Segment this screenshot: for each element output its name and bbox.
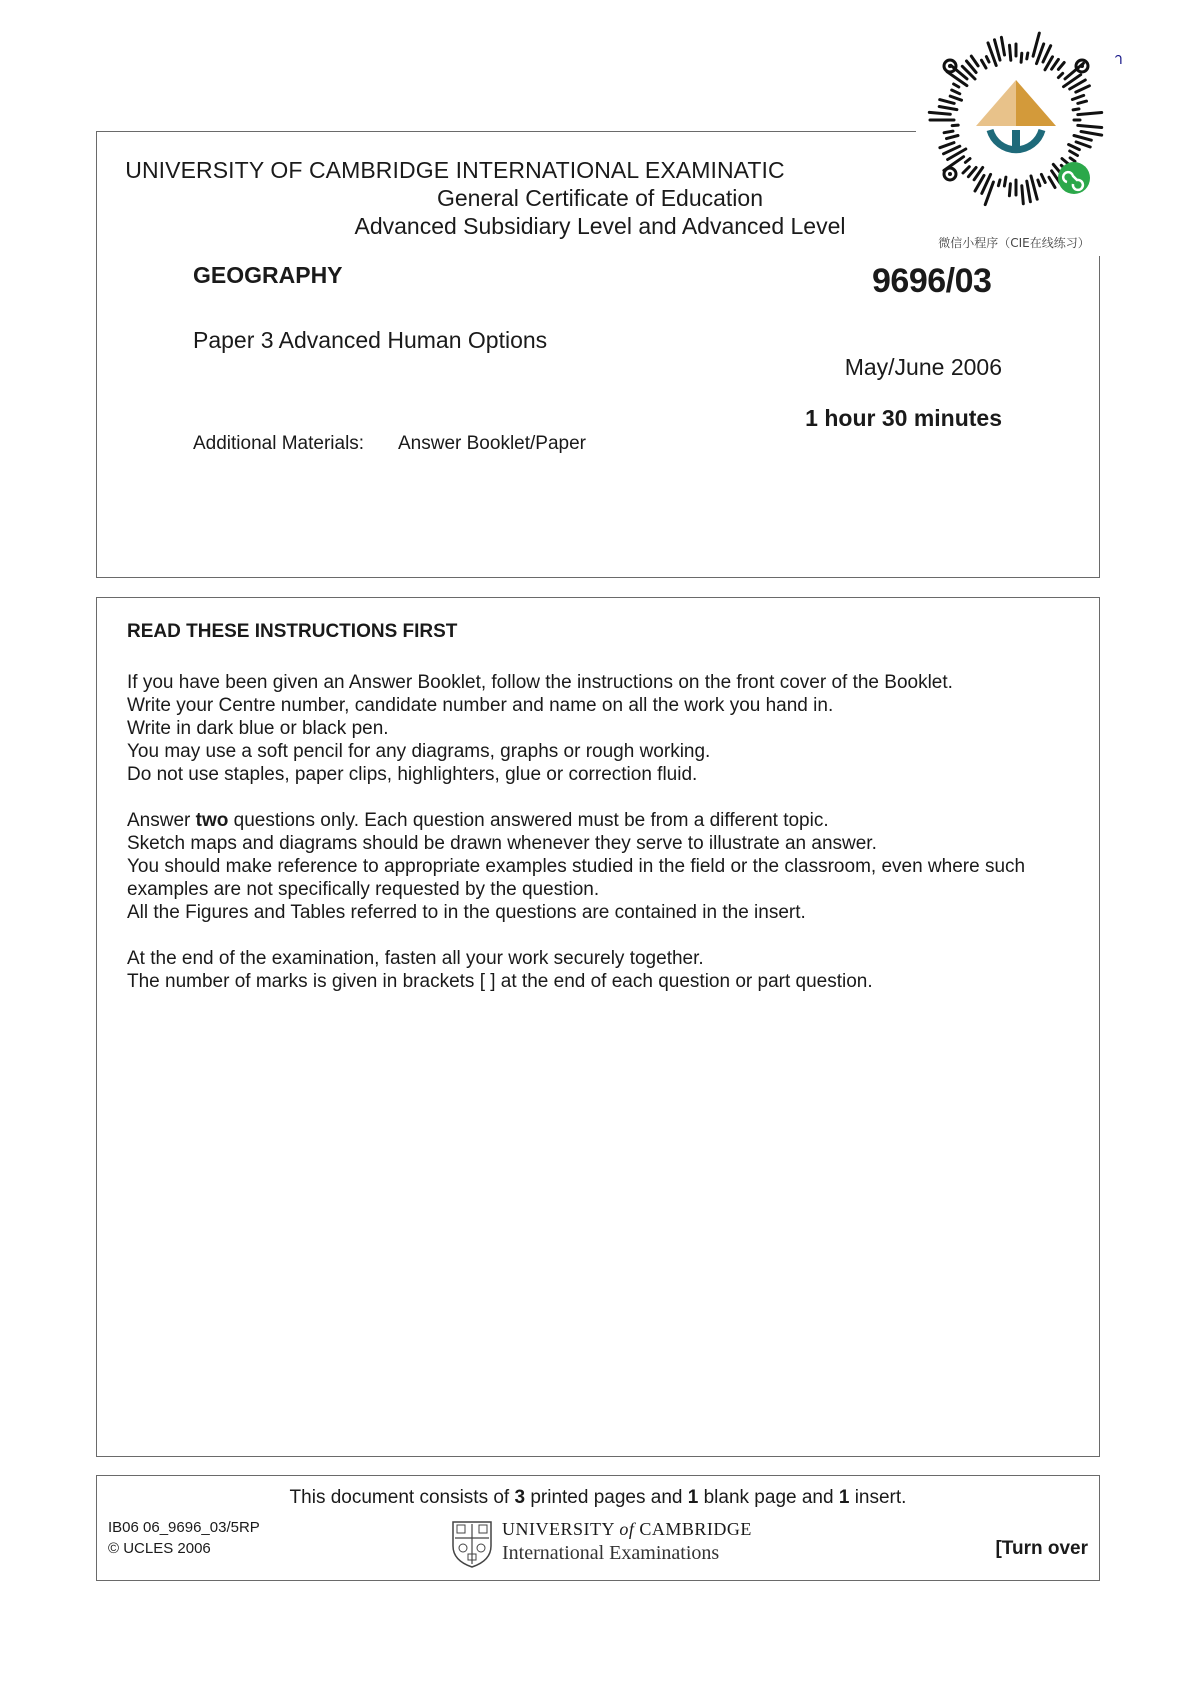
qr-ray <box>1004 177 1006 186</box>
instructions-paragraph-1 <box>127 671 1087 786</box>
instruction-line: If you have been given an Answer Booklet, follow the instructions on the front cover of the Booklet. <box>127 672 953 693</box>
qr-ray <box>929 112 950 114</box>
qr-ray <box>1009 184 1010 196</box>
qr-ray <box>1058 63 1064 70</box>
instruction-text: Answer <box>127 810 196 831</box>
qr-ray <box>982 60 987 68</box>
qr-ray <box>1078 101 1087 103</box>
summary-text: blank page and <box>698 1487 839 1508</box>
qr-ray <box>1031 176 1037 199</box>
instruction-line: You may use a soft pencil for any diagrams, graphs or rough working. <box>127 741 711 762</box>
qr-ray <box>963 167 969 173</box>
paper-title: Paper 3 Advanced Human Options <box>193 327 548 353</box>
qr-ray <box>952 90 960 94</box>
level-line: Advanced Subsidiary Level and Advanced Level <box>354 213 846 239</box>
qr-ray <box>1041 174 1045 182</box>
instruction-line: Sketch maps and diagrams should be drawn whenever they serve to illustrate an answer. <box>127 833 877 854</box>
qr-code-icon[interactable] <box>926 30 1106 210</box>
qr-ray <box>1027 53 1028 59</box>
qr-ray <box>1076 142 1090 147</box>
qr-ray <box>1010 45 1011 60</box>
qr-ray <box>940 100 955 104</box>
qr-ray <box>952 125 958 126</box>
instruction-emphasis: two <box>195 810 229 831</box>
qr-ray <box>1073 109 1079 110</box>
instruction-line: Write your Centre number, candidate number and name on all the work you hand in. <box>127 695 834 716</box>
logo-word: of <box>619 1519 635 1539</box>
qr-ray <box>950 96 961 100</box>
instruction-line: Do not use staples, paper clips, highlighters, glue or correction fluid. <box>127 764 698 785</box>
materials-label: Additional Materials: <box>193 433 365 454</box>
logo-university-name <box>502 1519 752 1540</box>
instruction-line <box>127 809 1087 832</box>
subject-title: GEOGRAPHY <box>193 262 343 288</box>
instructions-paragraph-2 <box>127 809 1087 924</box>
qr-ray <box>998 180 1000 186</box>
instruction-text: questions only. Each question answered must be from a different topic. <box>228 810 829 831</box>
qr-ray <box>1049 177 1055 187</box>
exam-duration: 1 hour 30 minutes <box>805 405 1002 431</box>
exam-session: May/June 2006 <box>844 354 1002 380</box>
qr-ray <box>1001 37 1004 55</box>
logo-word: CAMBRIDGE <box>639 1519 752 1539</box>
logo-subtitle: International Examinations <box>502 1542 720 1564</box>
instruction-line: The number of marks is given in brackets [ ] at the end of each question or part question. <box>127 971 873 992</box>
qr-ray <box>940 143 954 148</box>
paper-code: 9696/03 <box>872 262 992 300</box>
summary-count: 1 <box>687 1487 699 1508</box>
qr-ray <box>1074 136 1091 141</box>
qr-ray <box>1038 180 1040 186</box>
materials-value: Answer Booklet/Paper <box>398 433 586 454</box>
qr-ray <box>1022 186 1024 204</box>
instructions-paragraph-3 <box>127 947 1087 993</box>
summary-text: This document consists of <box>289 1487 515 1508</box>
crest-icon <box>451 1520 493 1568</box>
qr-ray <box>1069 145 1080 150</box>
qr-ray <box>947 72 967 86</box>
qr-ray <box>968 168 976 177</box>
summary-count: 3 <box>514 1487 526 1508</box>
instruction-line: All the Figures and Tables referred to in the questions are contained in the insert. <box>127 902 806 923</box>
qr-ray <box>1070 158 1075 161</box>
qr-ray <box>986 57 989 62</box>
instruction-line: At the end of the examination, fasten all your work securely together. <box>127 948 704 969</box>
qr-ray <box>1052 59 1059 69</box>
university-title: UNIVERSITY OF CAMBRIDGE INTERNATIONAL EXAMINATIC <box>125 157 785 183</box>
qr-overlay[interactable] <box>916 26 1112 256</box>
document-summary <box>96 1487 1100 1509</box>
qr-ray <box>971 56 978 66</box>
qr-ray <box>944 131 953 133</box>
summary-count: 1 <box>838 1487 850 1508</box>
qr-ray <box>1021 53 1022 62</box>
qr-ray <box>965 159 970 163</box>
qr-ray <box>1078 125 1102 127</box>
reference-code: IB06 06_9696_03/5RP <box>108 1519 260 1536</box>
instruction-line: You should make reference to appropriate examples studied in the field or the classroom, even where such <box>127 856 1026 877</box>
qr-ray <box>1027 181 1031 202</box>
qr-caption: 微信小程序（CIE在线练习） <box>938 236 1090 250</box>
summary-text: printed pages and <box>525 1487 688 1508</box>
stray-mark: า <box>1114 51 1123 68</box>
qr-ray <box>1070 151 1078 156</box>
logo-word: UNIVERSITY <box>502 1519 615 1539</box>
summary-text: insert. <box>849 1487 907 1508</box>
certificate-line: General Certificate of Education <box>436 185 763 211</box>
qr-ray <box>1072 95 1083 99</box>
qr-ray <box>1033 33 1039 56</box>
qr-ray <box>1081 132 1102 136</box>
qr-ray <box>947 136 959 139</box>
turn-over-label: [Turn over <box>995 1538 1088 1559</box>
instructions-heading: READ THESE INSTRUCTIONS FIRST <box>127 621 458 642</box>
qr-ray <box>995 40 1001 60</box>
qr-ray <box>954 84 959 87</box>
qr-ray <box>939 107 957 110</box>
qr-ray <box>1058 73 1062 77</box>
copyright-notice: © UCLES 2006 <box>108 1540 211 1557</box>
qr-ray <box>1078 113 1102 115</box>
qr-ray <box>1076 86 1090 92</box>
instruction-line: examples are not specifically requested by the question. <box>127 879 600 900</box>
instruction-line: Write in dark blue or black pen. <box>127 718 389 739</box>
